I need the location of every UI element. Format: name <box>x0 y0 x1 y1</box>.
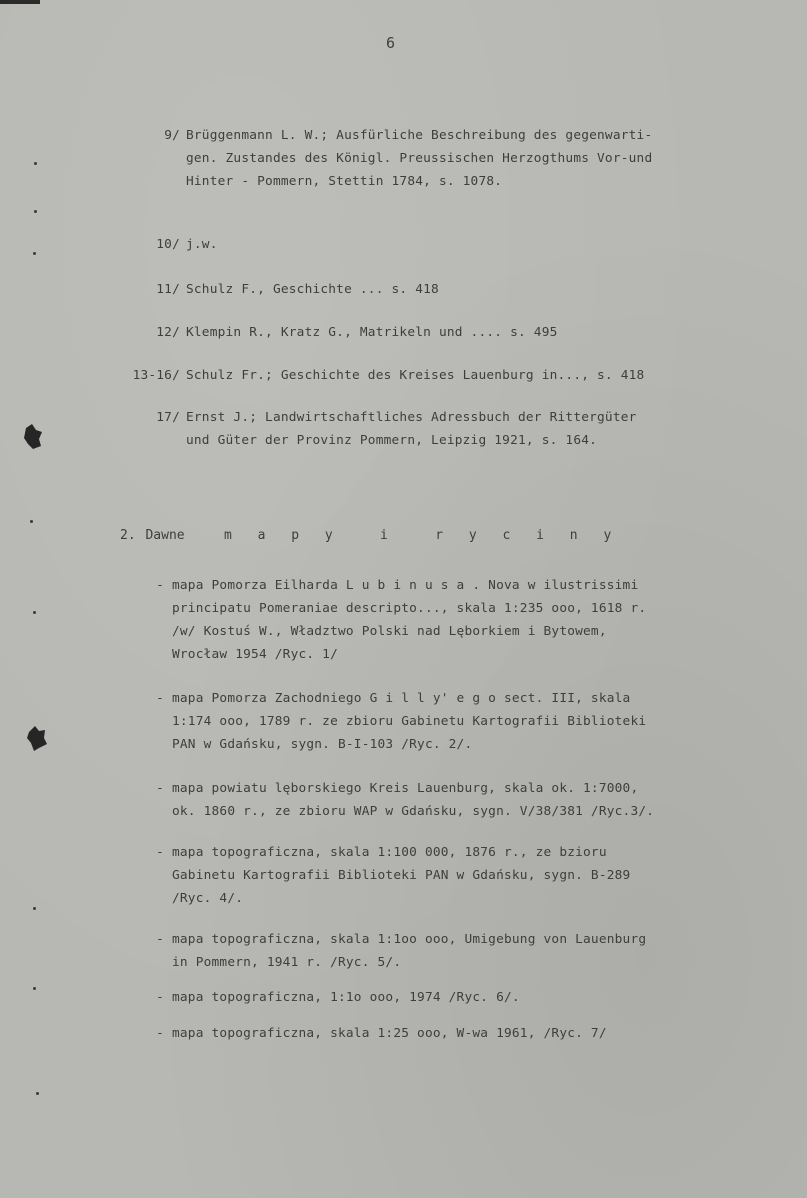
map-line: mapa Pomorza Zachodniego G i l l y' e g o sect. III, skala <box>172 691 631 706</box>
map-list-item <box>156 777 655 823</box>
list-dash: - <box>156 691 164 706</box>
map-line: ok. 1860 r., ze zbioru WAP w Gdańsku, sygn. V/38/381 /Ryc.3/. <box>172 804 655 819</box>
reference-item-9 <box>164 124 653 193</box>
section-word: Dawne <box>145 528 185 543</box>
reference-number: 11/ <box>156 282 180 297</box>
punch-hole-icon <box>22 422 44 452</box>
map-line: mapa topograficzna, skala 1:25 ooo, W-wa 1961, /Ryc. 7/ <box>172 1026 607 1041</box>
map-line: 1:174 ooo, 1789 r. ze zbioru Gabinetu Kartografii Biblioteki <box>172 714 647 729</box>
reference-line: Brüggenmann L. W.; Ausfürliche Beschreibung des gegenwarti- <box>186 128 653 143</box>
reference-line: Schulz Fr.; Geschichte des Kreises Lauenburg in..., s. 418 <box>186 368 645 383</box>
map-line: Wrocław 1954 /Ryc. 1/ <box>172 647 338 662</box>
section-word: r y c i n y <box>435 528 620 543</box>
reference-line: Schulz F., Geschichte ... s. 418 <box>186 282 439 297</box>
punch-hole-icon <box>26 724 48 752</box>
map-line: /w/ Kostuś W., Władztwo Polski nad Lęborkiem i Bytowem, <box>172 624 607 639</box>
scan-edge-mark <box>0 0 40 4</box>
reference-line: Hinter - Pommern, Stettin 1784, s. 1078. <box>186 174 503 189</box>
map-line: principatu Pomeraniae descripto..., skala 1:235 ooo, 1618 r. <box>172 601 647 616</box>
reference-number: 9/ <box>164 128 180 143</box>
map-line: mapa topograficzna, skala 1:1oo ooo, Umigebung von Lauenburg <box>172 932 647 947</box>
map-list-item <box>156 687 647 756</box>
reference-item-17 <box>156 406 637 452</box>
scan-speck <box>33 987 36 990</box>
reference-line: Ernst J.; Landwirtschaftliches Adressbuch der Rittergüter <box>186 410 637 425</box>
reference-line: gen. Zustandes des Königl. Preussischen Herzogthums Vor-und <box>186 151 653 166</box>
reference-number: 17/ <box>156 410 180 425</box>
map-line: /Ryc. 4/. <box>172 891 244 906</box>
reference-line: Klempin R., Kratz G., Matrikeln und .... s. 495 <box>186 325 558 340</box>
section-word: i <box>380 528 396 543</box>
scan-speck <box>33 611 36 614</box>
map-list-item <box>156 986 520 1009</box>
scan-speck <box>30 520 33 523</box>
scan-speck <box>33 252 36 255</box>
reference-line: j.w. <box>186 237 218 252</box>
reference-item-10 <box>156 233 218 256</box>
map-list-item <box>156 1022 607 1045</box>
list-dash: - <box>156 578 164 593</box>
list-dash: - <box>156 932 164 947</box>
scan-speck <box>34 210 37 213</box>
map-line: mapa powiatu lęborskiego Kreis Lauenburg, skala ok. 1:7000, <box>172 781 639 796</box>
map-list-item <box>156 928 647 974</box>
list-dash: - <box>156 781 164 796</box>
map-line: PAN w Gdańsku, sygn. B-I-103 /Ryc. 2/. <box>172 737 473 752</box>
reference-number: 13-16/ <box>132 368 180 383</box>
map-list-item <box>156 574 647 666</box>
list-dash: - <box>156 1026 164 1041</box>
map-line: mapa topograficzna, skala 1:100 000, 1876 r., ze bzioru <box>172 845 607 860</box>
reference-number: 12/ <box>156 325 180 340</box>
list-dash: - <box>156 990 164 1005</box>
section-heading <box>120 528 619 543</box>
map-line: mapa Pomorza Eilharda L u b i n u s a . Nova w ilustrissimi <box>172 578 639 593</box>
scan-speck <box>36 1092 39 1095</box>
reference-number: 10/ <box>156 237 180 252</box>
map-line: Gabinetu Kartografii Biblioteki PAN w Gdańsku, sygn. B-289 <box>172 868 631 883</box>
reference-item-12 <box>156 321 558 344</box>
map-list-item <box>156 841 631 910</box>
map-line: in Pommern, 1941 r. /Ryc. 5/. <box>172 955 402 970</box>
section-word: m a p y <box>223 528 341 543</box>
list-dash: - <box>156 845 164 860</box>
reference-item-13-16 <box>132 364 645 387</box>
map-line: mapa topograficzna, 1:1o ooo, 1974 /Ryc. 6/. <box>172 990 520 1005</box>
section-number: 2. <box>120 528 136 543</box>
scan-speck <box>34 162 37 165</box>
reference-line: und Güter der Provinz Pommern, Leipzig 1921, s. 164. <box>186 433 598 448</box>
scan-speck <box>33 907 36 910</box>
page-number: 6 <box>386 34 396 52</box>
reference-item-11 <box>156 278 439 301</box>
